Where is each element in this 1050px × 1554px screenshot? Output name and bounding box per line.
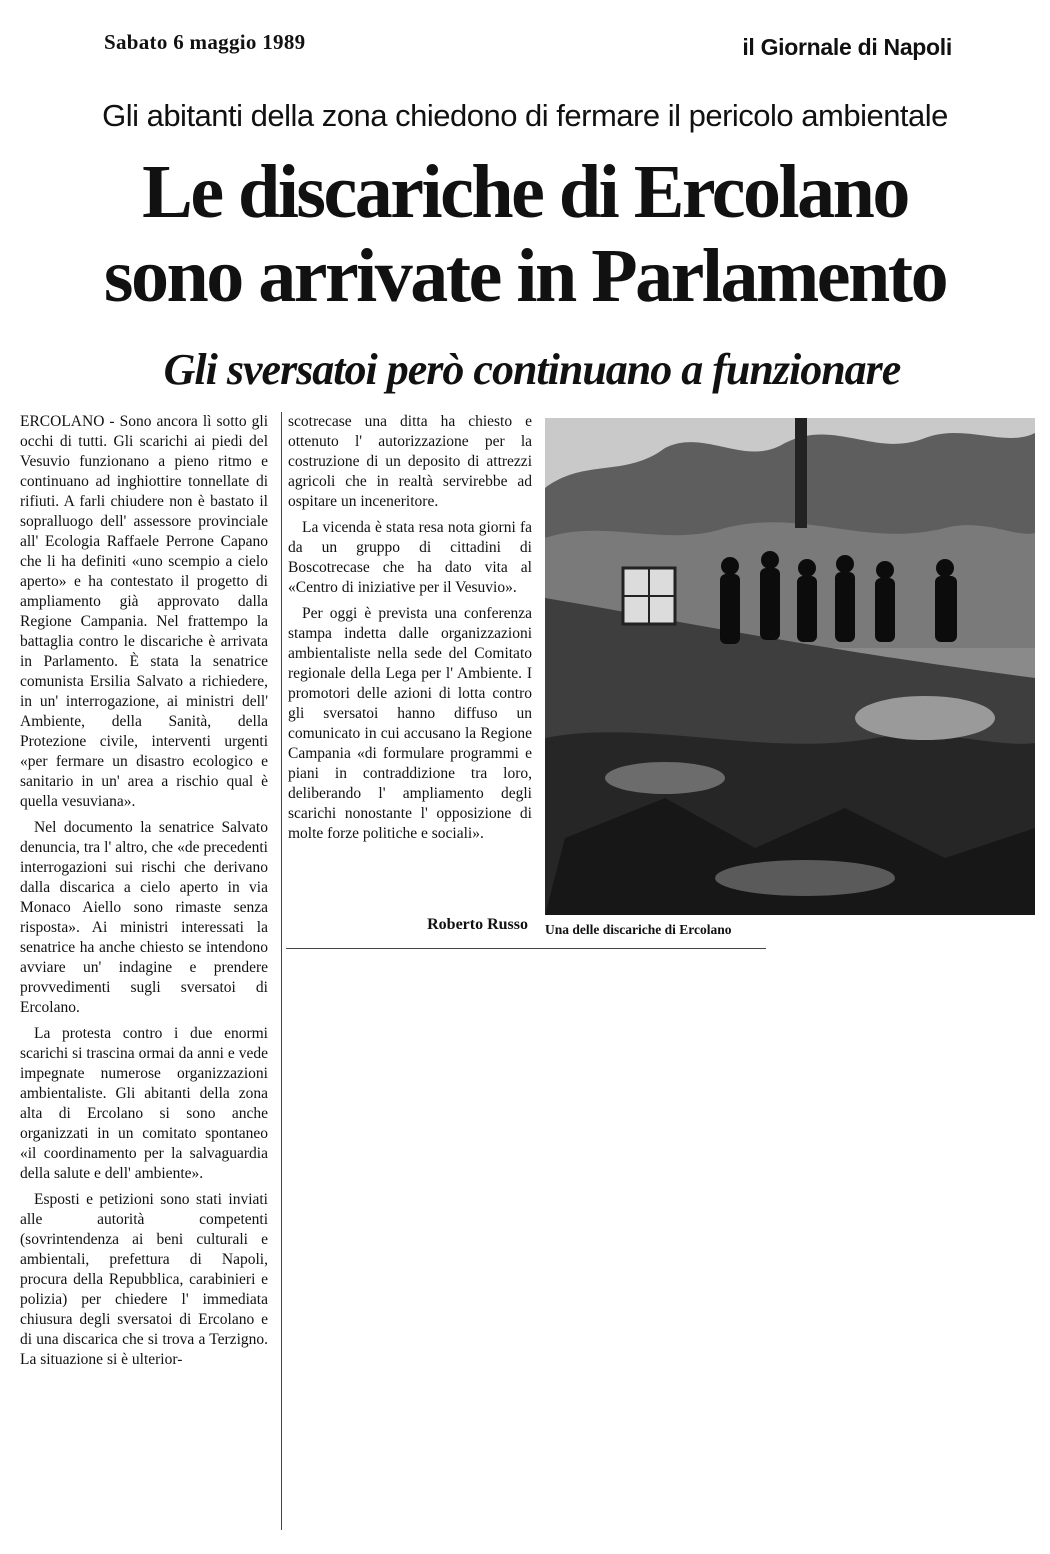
- photo-caption: Una delle discariche di Ercolano: [545, 922, 732, 937]
- byline: Roberto Russo: [427, 916, 528, 933]
- paragraph: Nel documento la senatrice Salvato denuncia, tra l' altro, che «de precedenti interrogazioni sui rischi che derivano dalla discarica a cielo aperto in via Monaco Aiello sono rimaste senza risposta». Ai ministri interessati la senatrice ha anche chiesto se intendono avviare un' indagine e prendere provvedimenti sugli sversatoi di Ercolano.: [20, 819, 268, 1016]
- newspaper-name: il Giornale di Napoli: [742, 34, 952, 60]
- paragraph: La vicenda è stata resa nota giorni fa da un gruppo di cittadini di Boscotrecase che ha dato vita al «Centro di iniziative per il Vesuvio».: [288, 519, 532, 596]
- deck: Gli sversatoi però continuano a funzionare: [163, 345, 901, 394]
- landfill-photo: [545, 418, 1035, 915]
- overline: Gli abitanti della zona chiedono di fermare il pericolo ambientale: [102, 98, 948, 133]
- article-end-rule: [286, 948, 766, 949]
- column-1: [20, 412, 268, 1370]
- paragraph: Per oggi è prevista una conferenza stampa indetta dalle organizzazioni ambientaliste nella sede del Comitato regionale della Lega per l' Ambiente. I promotori delle azioni di lotta contro gli sversatoi hanno diffuso un comunicato in cui accusano la Regione Campania «di formulare programmi e piani in contraddizione tra loro, deliberando l' ampliamento degli scarichi nonostante l' opposizione di molte forze politiche e sociali».: [288, 605, 532, 842]
- paragraph: ERCOLANO - Sono ancora lì sotto gli occhi di tutti. Gli scarichi ai piedi del Vesuvio funzionano a pieno ritmo e continuano ad inghiottire tonnellate di rifiuti. A farli chiudere non è bastato il sopralluogo dell' assessore provinciale all' Ecologia Raffaele Perrone Capano che li ha definiti «uno scempio a cielo aperto» e ha contestato il progetto di ampliamento già approvato dalla Regione Campania. Nel frattempo la battaglia contro le discariche è arrivata in Parlamento. È stata la senatrice comunista Ersilia Salvato a richiedere, in un' interrogazione, ai ministri dell' Ambiente, della Sanità, della Protezione civile, interventi urgenti «per fermare un disastro ecologico e sanitario in un' area a rischio qual è quella vesuviana».: [20, 413, 268, 810]
- dateline: Sabato 6 maggio 1989: [104, 30, 306, 54]
- headline-line-2: sono arrivate in Parlamento: [103, 234, 947, 318]
- headline: [0, 150, 1050, 318]
- column-divider: [281, 412, 282, 1530]
- headline-line-1: Le discariche di Ercolano: [142, 150, 908, 234]
- paragraph: scotrecase una ditta ha chiesto e ottenuto l' autorizzazione per la costruzione di un deposito di attrezzi agricoli che in realtà servirebbe ad ospitare un inceneritore.: [288, 413, 532, 510]
- paragraph: La protesta contro i due enormi scarichi si trascina ormai da anni e vede impegnate numerose organizzazioni ambientaliste. Gli abitanti della zona alta di Ercolano si sono anche organizzati in un comitato spontaneo «il coordinamento per la salvaguardia della salute e dell' ambiente».: [20, 1025, 268, 1182]
- paragraph: Esposti e petizioni sono stati inviati alle autorità competenti (sovrintendenza ai beni culturali e ambientali, prefettura di Napoli, procura della Repubblica, carabinieri e polizia) per chiedere l' immediata chiusura degli sversatoi di Ercolano e di una discarica che si trova a Terzigno. La situazione si è ulterior-: [20, 1191, 268, 1368]
- column-2: [288, 412, 532, 844]
